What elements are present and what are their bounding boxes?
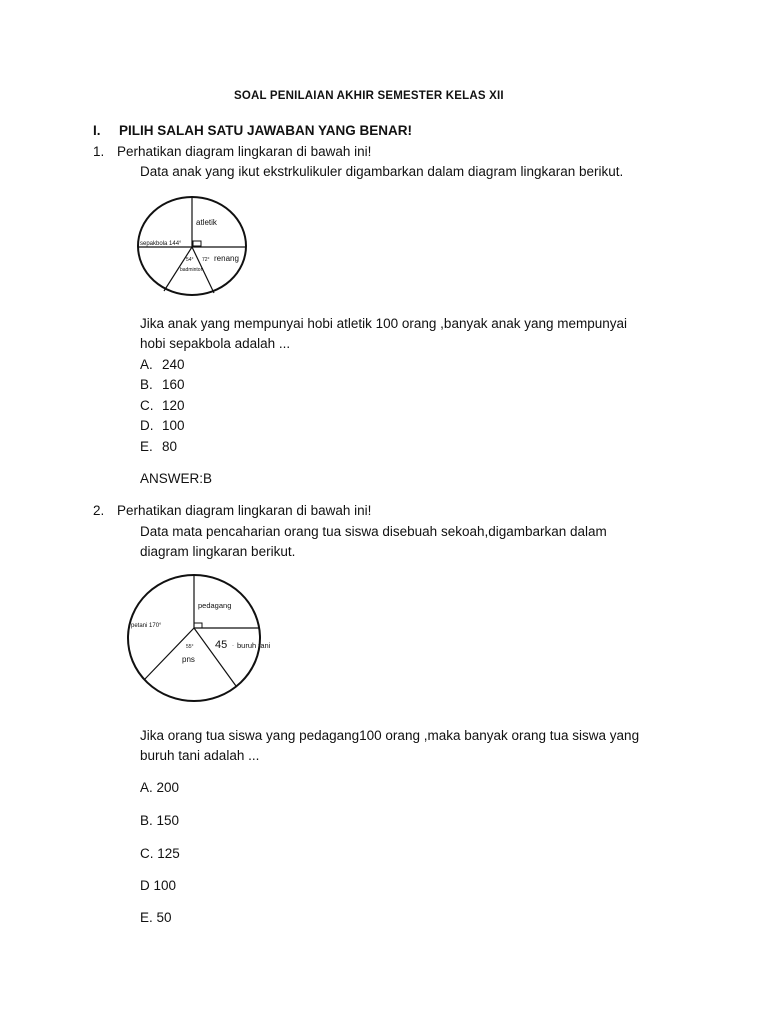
q1-option-e-key: E. <box>140 439 153 454</box>
q2-prompt: Perhatikan diagram lingkaran di bawah ini! <box>117 503 372 518</box>
q2-pie-divider-lower-left <box>144 628 194 680</box>
q2-label-pns: pns <box>182 655 195 664</box>
q1-label-renang: renang <box>214 254 239 263</box>
q1-label-badminton: badminton <box>180 267 204 273</box>
page-title: SOAL PENILAIAN AKHIR SEMESTER KELAS XII <box>234 90 504 102</box>
q1-option-a-key: A. <box>140 357 153 372</box>
q1-option-c-key: C. <box>140 398 154 413</box>
q2-intro-line-1: Data mata pencaharian orang tua siswa disebuah sekoah,digambarkan dalam <box>140 524 607 539</box>
q1-option-e-value: 80 <box>162 439 178 454</box>
q2-intro-line-2: diagram lingkaran berikut. <box>140 544 296 559</box>
q1-option-b-value: 160 <box>162 377 185 392</box>
q2-pie-chart <box>124 570 284 710</box>
q2-label-petani: petani 170° <box>131 623 162 629</box>
q1-intro: Data anak yang ikut ekstrkulikuler digambarkan dalam diagram lingkaran berikut. <box>140 164 624 179</box>
q1-option-b-key: B. <box>140 377 153 392</box>
q1-prompt: Perhatikan diagram lingkaran di bawah ini! <box>117 144 372 159</box>
q2-question-line-1: Jika orang tua siswa yang pedagang100 orang ,maka banyak orang tua siswa yang <box>140 728 640 743</box>
q1-option-c <box>140 397 185 415</box>
q2-label-55: 55° <box>186 644 194 650</box>
q1-pie-chart <box>134 194 254 304</box>
q2-option-a: A. 200 <box>140 780 180 795</box>
q2-option-e: E. 50 <box>140 910 172 925</box>
q1-label-sepakbola: sepakbola 144° <box>140 241 182 247</box>
q1-option-d-key: D. <box>140 418 154 433</box>
q1-right-angle-mark <box>193 241 201 246</box>
q2-degree-dot: · <box>232 643 234 649</box>
q1-number: 1. <box>93 144 105 159</box>
q1-label-atletik: atletik <box>196 218 217 227</box>
q2-option-b: B. 150 <box>140 813 180 828</box>
q1-option-d <box>140 417 185 435</box>
q1-question-line-2: hobi sepakbola adalah ... <box>140 336 291 351</box>
q1-question-line-1: Jika anak yang mempunyai hobi atletik 100 orang ,banyak anak yang mempunyai <box>140 316 628 331</box>
q2-number: 2. <box>93 503 105 518</box>
q1-option-a-value: 240 <box>162 357 185 372</box>
section-heading: PILIH SALAH SATU JAWABAN YANG BENAR! <box>119 123 413 138</box>
q1-option-a <box>140 356 185 374</box>
q1-label-54: 54° <box>186 257 194 263</box>
q2-label-45: 45 <box>215 639 228 651</box>
q1-option-d-value: 100 <box>162 418 185 433</box>
q2-option-d: D 100 <box>140 878 177 893</box>
q1-option-b <box>140 376 185 394</box>
q1-option-e <box>140 438 177 456</box>
q2-label-buruh-tani: buruh tani <box>237 641 271 650</box>
q2-label-pedagang: pedagang <box>198 601 232 610</box>
q2-right-angle-mark <box>194 623 202 628</box>
q2-pie-divider-lower-right <box>194 628 236 686</box>
q1-answer: ANSWER:B <box>140 471 213 486</box>
q1-label-72: 72° <box>202 257 210 263</box>
q2-question-line-2: buruh tani adalah ... <box>140 748 260 763</box>
q2-option-c: C. 125 <box>140 846 180 861</box>
section-number: I. <box>93 123 101 138</box>
q1-option-c-value: 120 <box>162 398 185 413</box>
